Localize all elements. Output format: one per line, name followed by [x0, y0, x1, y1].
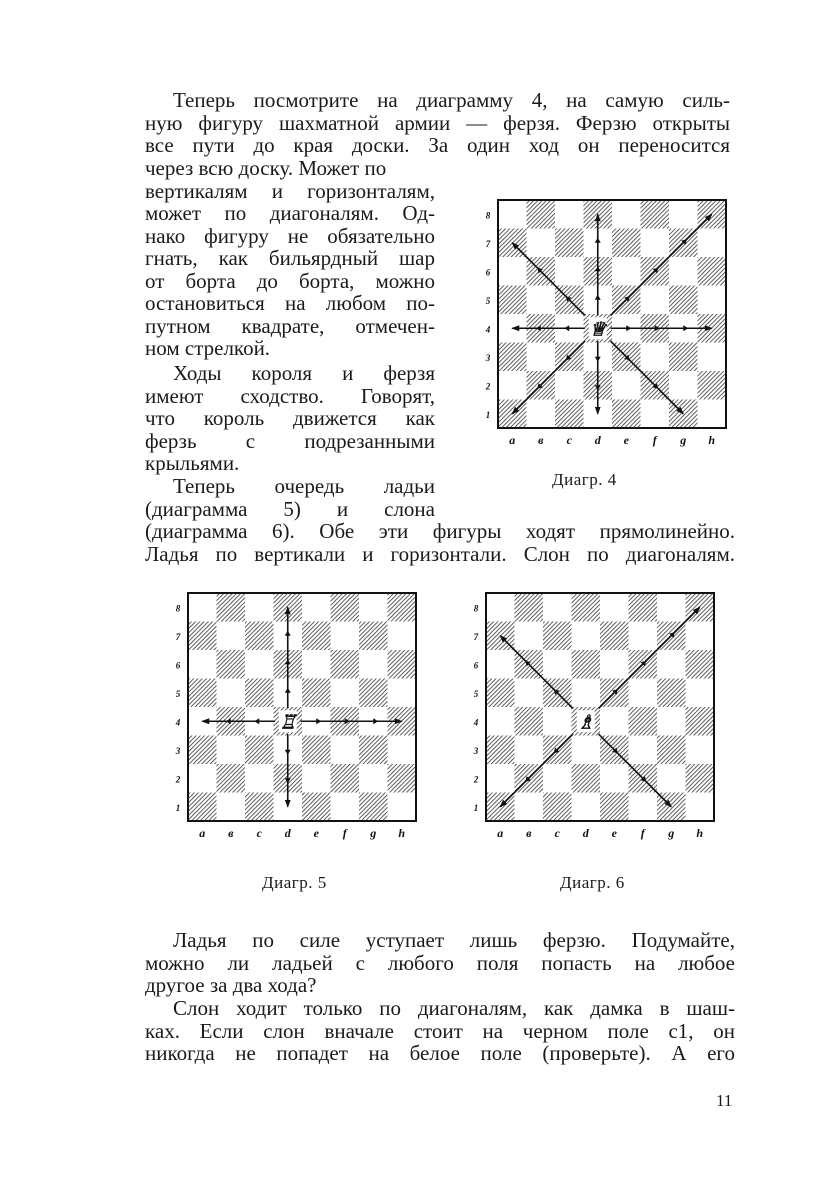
square-в7: [217, 622, 246, 651]
square-a3: [188, 736, 217, 765]
square-c1: [245, 793, 274, 822]
square-f8: [331, 593, 360, 622]
queen-paragraph: [145, 157, 435, 360]
rank-label: 1: [473, 802, 479, 813]
square-e7: [302, 622, 331, 651]
rook-bishop-paragraph-narrow: [145, 475, 435, 520]
square-h5: [388, 679, 417, 708]
rook-bishop-paragraph-wide: [145, 520, 735, 565]
square-a6: [486, 650, 515, 679]
square-f8: [629, 593, 658, 622]
bishop-paragraph: [145, 997, 735, 1065]
file-label: c: [566, 433, 572, 447]
square-в7: [515, 622, 544, 651]
square-d8: [572, 593, 601, 622]
square-e5: [302, 679, 331, 708]
square-c8: [543, 593, 572, 622]
file-label: h: [696, 826, 704, 840]
square-c1: [543, 793, 572, 822]
square-d6: [572, 650, 601, 679]
square-c8: [555, 200, 584, 229]
square-в5: [217, 679, 246, 708]
square-g6: [669, 257, 698, 286]
square-g6: [657, 650, 686, 679]
text-line: можно ли ладьей с любого поля попасть на любое: [145, 950, 735, 975]
square-c2: [543, 764, 572, 793]
square-c6: [555, 257, 584, 286]
square-g3: [657, 736, 686, 765]
square-h1: [698, 400, 727, 429]
text-line: имеют сходство. Говорят,: [145, 383, 435, 408]
square-f7: [629, 622, 658, 651]
square-e4: [600, 707, 629, 736]
square-в8: [527, 200, 556, 229]
square-f7: [641, 229, 670, 258]
square-h7: [388, 622, 417, 651]
file-label: f: [652, 433, 657, 447]
square-в3: [527, 343, 556, 372]
rank-label: 6: [175, 660, 181, 671]
square-h3: [686, 736, 715, 765]
square-g6: [359, 650, 388, 679]
square-f2: [331, 764, 360, 793]
square-h5: [686, 679, 715, 708]
text-line: никогда не попадет на белое поле (проверьте). А его: [145, 1041, 735, 1065]
square-h6: [686, 650, 715, 679]
file-label: в: [228, 826, 234, 840]
square-f7: [331, 622, 360, 651]
text-line: от борта до борта, можно: [145, 268, 435, 293]
square-g2: [669, 371, 698, 400]
square-в2: [217, 764, 246, 793]
rank-label: 1: [485, 409, 491, 420]
text-line: Слон ходит только по диагоналям, как дамка в шаш-: [173, 996, 735, 1020]
diagram-5-caption: Диагр. 5: [262, 873, 327, 892]
rank-label: 7: [473, 631, 479, 642]
square-e7: [612, 229, 641, 258]
square-c2: [245, 764, 274, 793]
square-a8: [188, 593, 217, 622]
text-line: через всю доску. Может по: [145, 156, 387, 180]
square-c6: [245, 650, 274, 679]
square-h2: [686, 764, 715, 793]
text-line: может по диагоналям. Од-: [145, 201, 435, 225]
rank-label: 2: [485, 381, 491, 392]
text-line: крыльями.: [145, 451, 240, 475]
diagram-4-caption: Диагр. 4: [552, 470, 617, 489]
file-label: g: [668, 826, 675, 840]
rook-question-paragraph: [145, 929, 735, 997]
king-paragraph: [145, 362, 435, 475]
rank-label: 7: [175, 631, 181, 642]
rank-label: 2: [175, 774, 181, 785]
square-f1: [641, 400, 670, 429]
square-g2: [657, 764, 686, 793]
file-label: a: [509, 433, 516, 447]
square-e7: [600, 622, 629, 651]
square-h6: [698, 257, 727, 286]
square-e6: [302, 650, 331, 679]
square-g5: [657, 679, 686, 708]
square-f5: [331, 679, 360, 708]
square-a7: [188, 622, 217, 651]
square-f1: [629, 793, 658, 822]
file-label: a: [497, 826, 504, 840]
square-g3: [359, 736, 388, 765]
square-c3: [245, 736, 274, 765]
diagram-5-rook-board: [168, 585, 423, 847]
square-a2: [498, 371, 527, 400]
text-line: Ходы короля и ферзя: [173, 361, 435, 385]
square-g2: [359, 764, 388, 793]
square-h2: [388, 764, 417, 793]
text-line: Ладья по вертикали и горизонтали. Слон по диагоналям.: [145, 541, 735, 566]
square-f5: [629, 679, 658, 708]
square-e2: [600, 764, 629, 793]
square-f3: [629, 736, 658, 765]
square-e1: [600, 793, 629, 822]
square-a2: [486, 764, 515, 793]
text-line: ном стрелкой.: [145, 336, 271, 360]
queen-piece-icon: ♕: [589, 319, 607, 341]
rank-label: 7: [485, 238, 491, 249]
file-label: a: [199, 826, 206, 840]
square-c4: [543, 707, 572, 736]
square-h7: [698, 229, 727, 258]
square-e6: [612, 257, 641, 286]
intro-paragraph: [145, 89, 730, 157]
square-h1: [686, 793, 715, 822]
square-e3: [302, 736, 331, 765]
square-g8: [669, 200, 698, 229]
text-line: другое за два хода?: [145, 973, 317, 997]
text-line: все пути до края доски. За один ход он переносится: [145, 133, 730, 157]
square-h8: [388, 593, 417, 622]
square-a3: [498, 343, 527, 372]
square-d1: [572, 793, 601, 822]
square-f1: [331, 793, 360, 822]
diagram-6-bishop-board: [466, 585, 721, 847]
square-e8: [600, 593, 629, 622]
square-c5: [245, 679, 274, 708]
rank-label: 8: [175, 603, 181, 614]
text-line: (диаграмма 5) и слона: [145, 496, 435, 521]
square-f6: [331, 650, 360, 679]
square-a1: [188, 793, 217, 822]
file-label: g: [370, 826, 377, 840]
rank-label: 3: [485, 352, 491, 363]
rank-label: 4: [485, 324, 491, 335]
file-label: c: [554, 826, 560, 840]
square-f8: [641, 200, 670, 229]
square-h1: [388, 793, 417, 822]
square-h3: [698, 343, 727, 372]
rank-label: 6: [473, 660, 479, 671]
text-line: Теперь посмотрите на диаграмму 4, на самую силь-: [173, 88, 730, 112]
text-line: ферзь с подрезанными: [145, 428, 435, 453]
file-label: в: [538, 433, 544, 447]
text-line: остановиться на любом по-: [145, 291, 435, 315]
square-g8: [359, 593, 388, 622]
square-c7: [555, 229, 584, 258]
text-line: что король движется как: [145, 406, 435, 430]
square-c1: [555, 400, 584, 429]
square-d2: [572, 764, 601, 793]
rank-label: 5: [175, 688, 181, 699]
square-в3: [217, 736, 246, 765]
text-line: ную фигуру шахматной армии — ферзя. Ферзю открыты: [145, 110, 730, 135]
square-в7: [527, 229, 556, 258]
diagram-4-queen-board: [478, 192, 733, 454]
rank-label: 8: [485, 210, 491, 221]
rook-piece-icon: ♖: [279, 712, 297, 734]
square-d3: [572, 736, 601, 765]
square-g1: [359, 793, 388, 822]
rank-label: 4: [175, 717, 181, 728]
square-e2: [302, 764, 331, 793]
square-a6: [188, 650, 217, 679]
square-e8: [612, 200, 641, 229]
square-g5: [359, 679, 388, 708]
square-h4: [686, 707, 715, 736]
text-line: ках. Если слон вначале стоит на черном поле c1, он: [145, 1018, 735, 1043]
square-g5: [669, 286, 698, 315]
rank-label: 8: [473, 603, 479, 614]
file-label: h: [398, 826, 406, 840]
text-line: (диаграмма 6). Обе эти фигуры ходят прямолинейно.: [145, 519, 735, 543]
square-e2: [612, 371, 641, 400]
text-line: путном квадрате, отмечен-: [145, 313, 435, 338]
square-f5: [641, 286, 670, 315]
square-в4: [515, 707, 544, 736]
file-label: d: [594, 433, 601, 447]
square-e1: [612, 400, 641, 429]
rank-label: 5: [485, 295, 491, 306]
square-g3: [669, 343, 698, 372]
square-в1: [217, 793, 246, 822]
rank-label: 3: [473, 745, 479, 756]
square-h5: [698, 286, 727, 315]
square-e1: [302, 793, 331, 822]
square-a6: [498, 257, 527, 286]
rank-label: 2: [473, 774, 479, 785]
file-label: e: [611, 826, 617, 840]
square-f3: [331, 736, 360, 765]
square-e8: [302, 593, 331, 622]
square-f4: [629, 707, 658, 736]
diagram-6-caption: Диагр. 6: [560, 873, 625, 892]
square-a5: [188, 679, 217, 708]
file-label: f: [640, 826, 645, 840]
file-label: h: [708, 433, 716, 447]
square-a3: [486, 736, 515, 765]
square-a4: [486, 707, 515, 736]
rank-label: 4: [473, 717, 479, 728]
square-h6: [388, 650, 417, 679]
text-line: Ладья по силе уступает лишь ферзю. Подумайте,: [173, 928, 735, 952]
rank-label: 3: [175, 745, 181, 756]
square-в1: [527, 400, 556, 429]
square-d5: [572, 679, 601, 708]
rank-label: 6: [485, 267, 491, 278]
square-c7: [543, 622, 572, 651]
square-в8: [217, 593, 246, 622]
file-label: g: [680, 433, 687, 447]
square-в3: [515, 736, 544, 765]
bishop-piece-icon: ♗: [577, 712, 595, 734]
text-line: вертикалям и горизонталям,: [145, 178, 435, 203]
text-line: нако фигуру не обязательно: [145, 223, 435, 248]
square-c7: [245, 622, 274, 651]
square-f3: [641, 343, 670, 372]
file-label: d: [284, 826, 291, 840]
square-в5: [527, 286, 556, 315]
square-h7: [686, 622, 715, 651]
square-d7: [572, 622, 601, 651]
square-a8: [498, 200, 527, 229]
square-h3: [388, 736, 417, 765]
text-line: Теперь очередь ладьи: [173, 474, 435, 498]
square-a2: [188, 764, 217, 793]
file-label: f: [342, 826, 347, 840]
square-e6: [600, 650, 629, 679]
square-h2: [698, 371, 727, 400]
square-a5: [498, 286, 527, 315]
file-label: e: [623, 433, 629, 447]
file-label: c: [256, 826, 262, 840]
rank-label: 5: [473, 688, 479, 699]
square-g8: [657, 593, 686, 622]
square-c8: [245, 593, 274, 622]
square-в1: [515, 793, 544, 822]
file-label: в: [526, 826, 532, 840]
square-a8: [486, 593, 515, 622]
square-c6: [543, 650, 572, 679]
square-c2: [555, 371, 584, 400]
file-label: d: [582, 826, 589, 840]
rank-label: 1: [175, 802, 181, 813]
square-в8: [515, 593, 544, 622]
text-line: гнать, как бильярдный шар: [145, 246, 435, 270]
page-number: 11: [716, 1091, 733, 1110]
file-label: e: [313, 826, 319, 840]
square-g4: [657, 707, 686, 736]
square-в5: [515, 679, 544, 708]
square-g7: [359, 622, 388, 651]
square-a5: [486, 679, 515, 708]
square-в6: [217, 650, 246, 679]
